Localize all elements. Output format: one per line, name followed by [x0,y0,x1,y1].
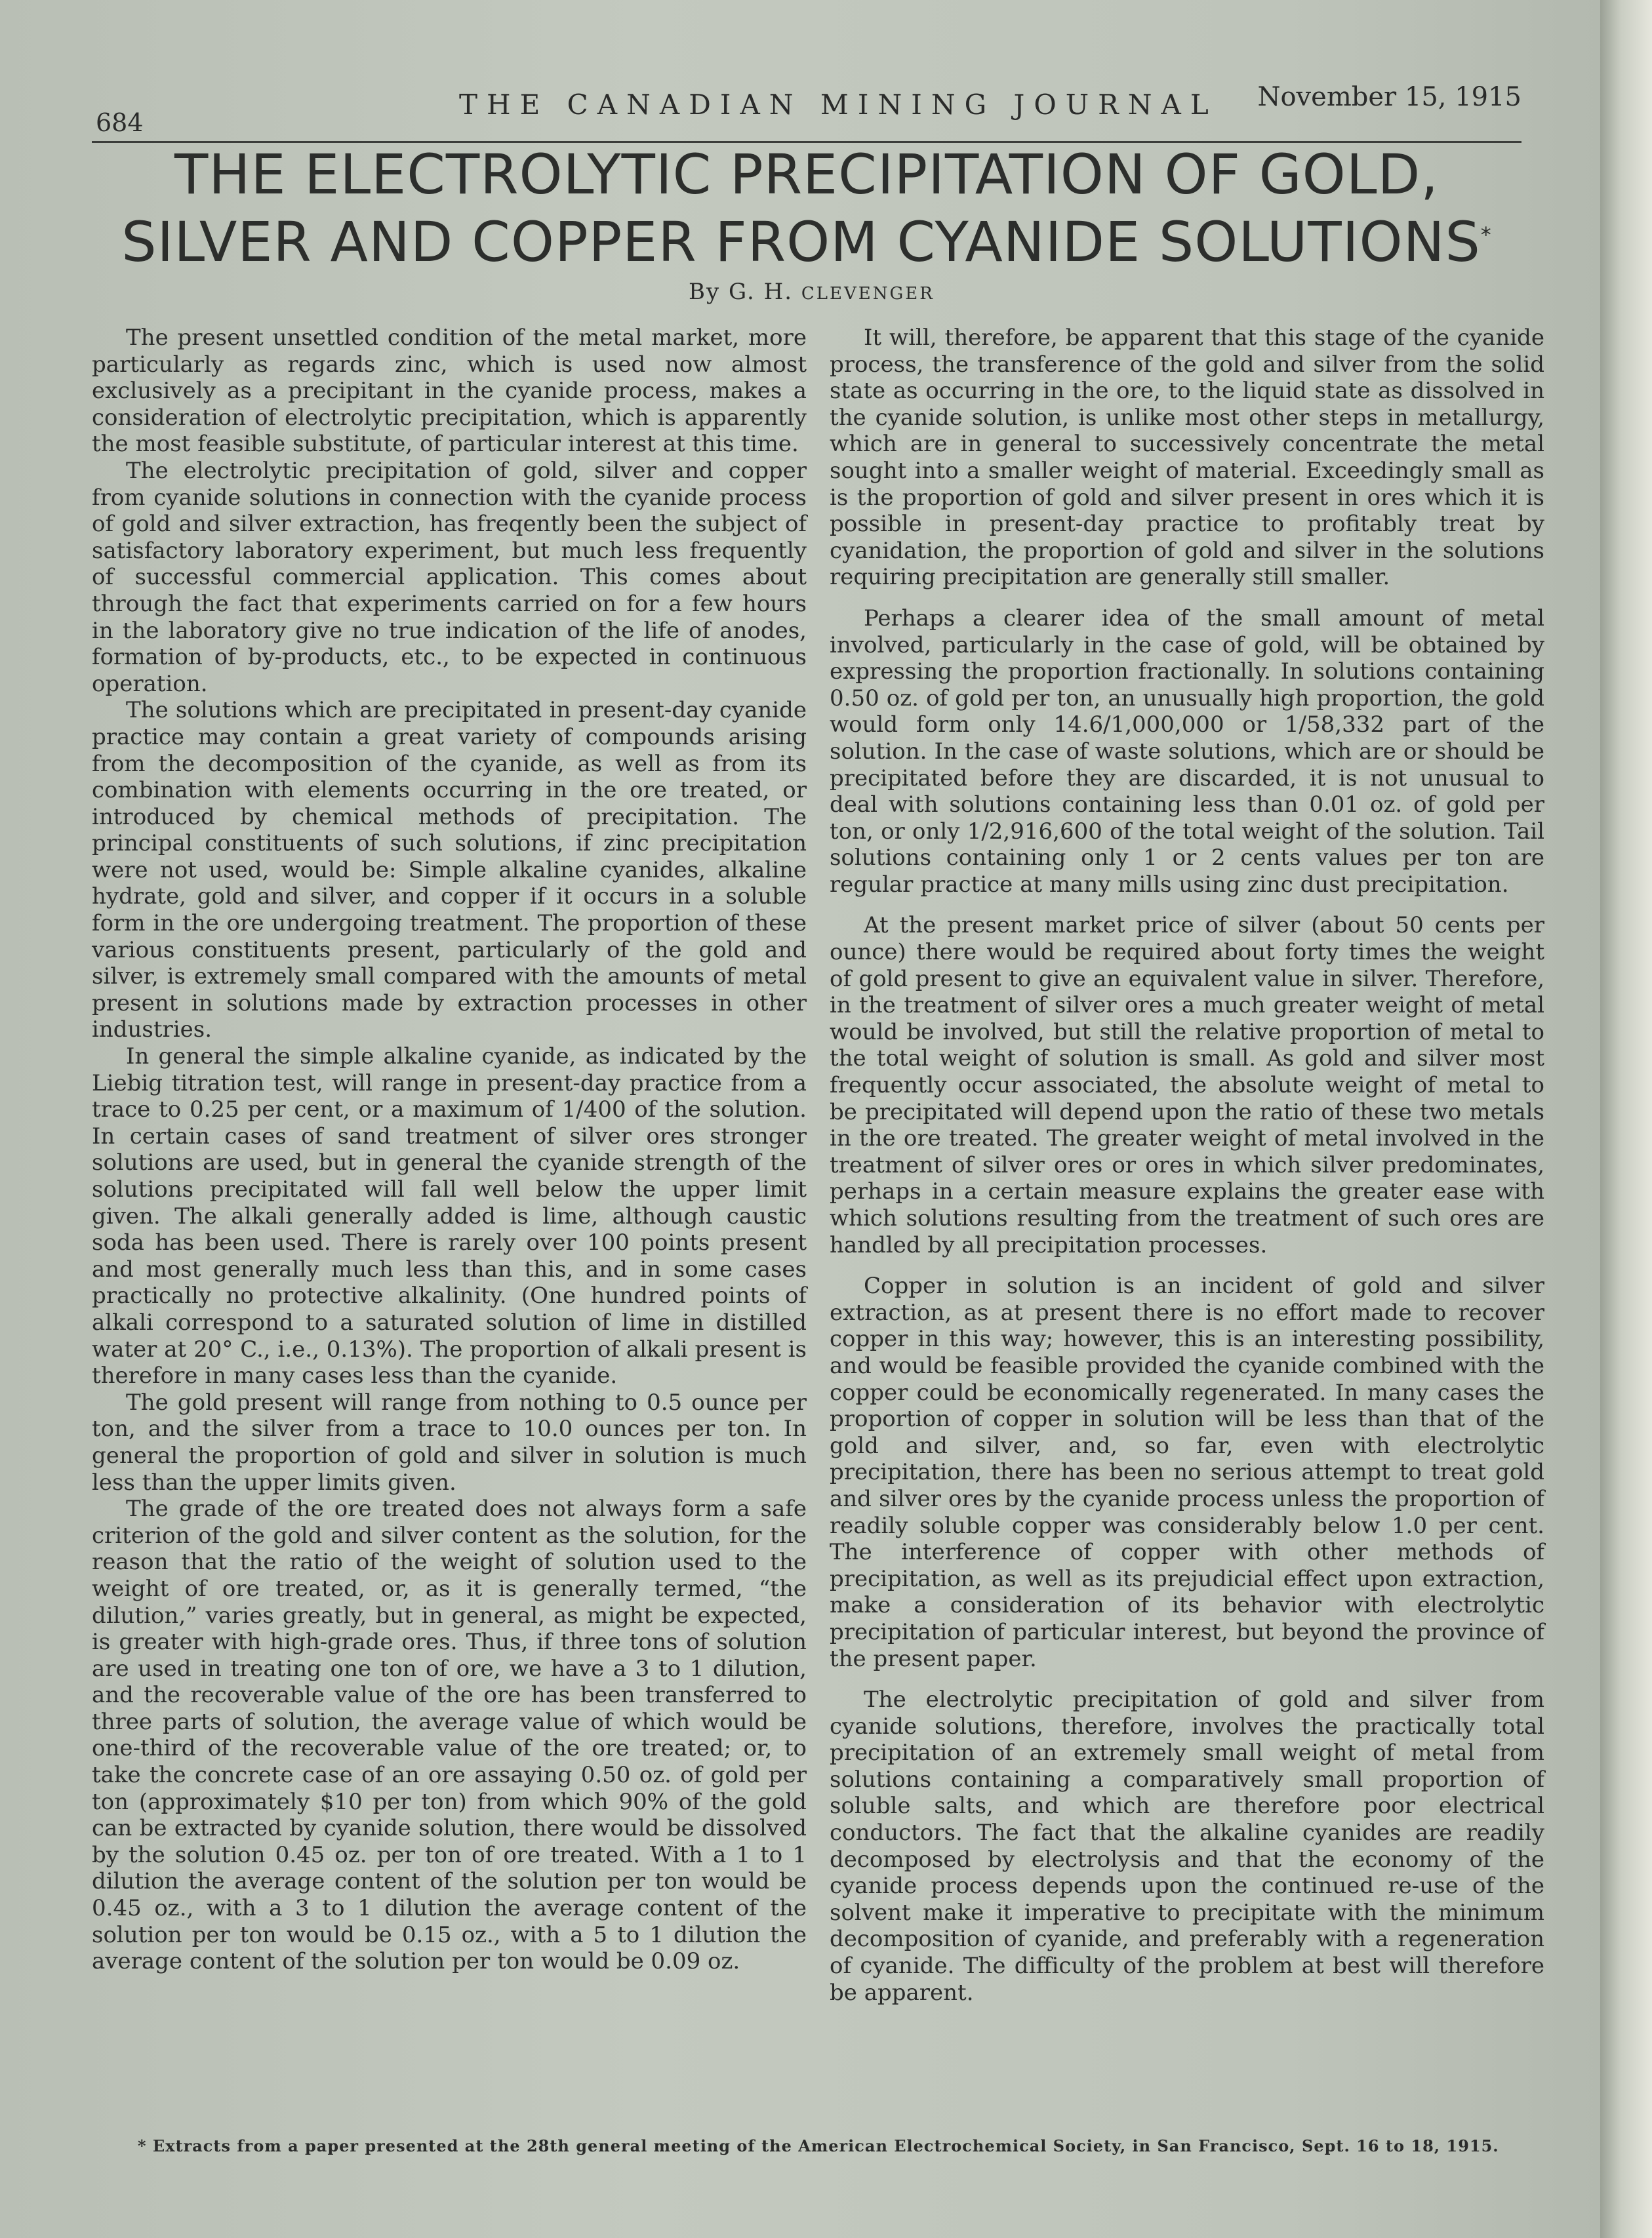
issue-date: November 15, 1915 [1257,82,1521,112]
paragraph: Perhaps a clearer idea of the small amount of metal involved, particularly in the case of gold, will be obtained by expressing the proportion fractionally. In solutions containing 0.50 oz. of gold per ton, an unusually high proportion, the gold would form only 14.6/1,000,000 or 1/58,332 part of the solution. In the case of waste solutions, which are or should be precipitated before they are discarded, it is not unusual to deal with solutions containing less than 0.01 oz. of gold per ton, or only 1/2,916,600 of the total weight of the solution. Tail solutions containing only 1 or 2 cents values per ton are regular practice at many mills using zinc dust precipitation. [830,605,1544,898]
article-title-text: THE ELECTROLYTIC PRECIPITATION OF GOLD, SILVER AND COPPER FROM CYANIDE SOLUTIONS [121,142,1481,274]
page-binding-edge [1600,0,1652,2238]
left-column [92,325,807,1975]
paragraph: It will, therefore, be apparent that this stage of the cyanide process, the transference of the gold and silver from the solid state as occurring in the ore, to the liquid state as dissolved in the cyanide solution, is unlike most other steps in metallurgy, which are in general to successively concentrate the metal sought into a smaller weight of material. Exceedingly small as is the proportion of gold and silver present in ores which it is possible in present-day practice to profitably treat by cyanidation, the proportion of gold and silver in the solutions requiring precipitation are generally still smaller. [830,325,1544,591]
paragraph: The gold present will range from nothing to 0.5 ounce per ton, and the silver from a trace to 10.0 ounces per ton. In general the proportion of gold and silver in solution is much less than the upper limits given. [92,1389,807,1496]
byline [689,279,935,305]
paragraph: The electrolytic precipitation of gold and silver from cyanide solutions, therefore, involves the practically total precipitation of an extremely small weight of metal from solutions containing a comparatively small proportion of soluble salts, and which are therefore poor electrical conductors. The fact that the alkaline cyanides are readily decomposed by electrolysis and that the economy of the cyanide process depends upon the continued re-use of the solvent make it imperative to precipitate with the minimum decomposition of cyanide, and preferably with a regeneration of cyanide. The difficulty of the problem at best will therefore be apparent. [830,1687,1544,2006]
paragraph: The solutions which are precipitated in present-day cyanide practice may contain a great variety of compounds arising from the decomposition of the cyanide, as well as from its combination with elements occurring in the ore treated, or introduced by chemical methods of precipitation. The principal constituents of such solutions, if zinc precipitation were not used, would be: Simple alkaline cyanides, alkaline hydrate, gold and silver, and copper if it occurs in a soluble form in the ore undergoing treatment. The proportion of these various constituents present, particularly of the gold and silver, is extremely small compared with the amounts of metal present in solutions made by extraction processes in other industries. [92,697,807,1043]
page-header [92,82,1521,143]
byline-prefix: By G. H. [689,279,794,305]
page-number: 684 [96,108,144,137]
right-column [830,325,1544,2020]
journal-name: THE CANADIAN MINING JOURNAL [459,89,1218,121]
author-name: CLEVENGER [801,284,935,304]
title-footnote-mark: * [1480,222,1492,247]
article-title [85,144,1528,272]
paragraph: The present unsettled condition of the metal market, more particularly as regards zinc, which is used now almost exclusively as a precipitant in the cyanide process, makes a consideration of electrolytic precipitation, which is apparently the most feasible substitute, of particular interest at this time. [92,325,807,458]
paragraph: The grade of the ore treated does not always form a safe criterion of the gold and silver content as the solution, for the reason that the ratio of the weight of solution used to the weight of ore treated, or, as it is generally termed, “the dilution,” varies greatly, but in general, as might be expected, is greater with high-grade ores. Thus, if three tons of solution are used in treating one ton of ore, we have a 3 to 1 dilution, and the recoverable value of the ore has been transferred to three parts of solution, the average value of which would be one-third of the recoverable value of the ore treated; or, to take the concrete case of an ore assaying 0.50 oz. of gold per ton (approximately $10 per ton) from which 90% of the gold can be extracted by cyanide solution, there would be dissolved by the solution 0.45 oz. per ton of ore treated. With a 1 to 1 dilution the average content of the solution per ton would be 0.45 oz., with a 3 to 1 dilution the average content of the solution per ton would be 0.15 oz., with a 5 to 1 dilution the average content of the solution per ton would be 0.09 oz. [92,1496,807,1975]
paragraph: Copper in solution is an incident of gold and silver extraction, as at present there is no effort made to recover copper in this way; however, this is an interesting possibility, and would be feasible provided the cyanide combined with the copper could be economically regenerated. In many cases the proportion of copper in solution will be less than that of the gold and silver, and, so far, even with electrolytic precipitation, there has been no serious attempt to treat gold and silver ores by the cyanide process unless the proportion of readily soluble copper was considerably below 1.0 per cent. The interference of copper with other methods of precipitation, as well as its prejudicial effect upon extraction, make a consideration of its behavior with electrolytic precipitation of particular interest, but beyond the province of the present paper. [830,1273,1544,1672]
paragraph: The electrolytic precipitation of gold, silver and copper from cyanide solutions in connection with the cyanide process of gold and silver extraction, has freqently been the subject of satisfactory laboratory experiment, but much less frequently of successful commercial application. This comes about through the fact that experiments carried on for a few hours in the laboratory give no true indication of the life of anodes, formation of by-products, etc., to be expected in continuous operation. [92,457,807,697]
paragraph: In general the simple alkaline cyanide, as indicated by the Liebig titration test, will range in present-day practice from a trace to 0.25 per cent, or a maximum of 1/400 of the solution. In certain cases of sand treatment of silver ores stronger solutions are used, but in general the cyanide strength of the solutions precipitated will fall well below the upper limit given. The alkali generally added is lime, although caustic soda has been used. There is rarely over 100 points present and most generally much less than this, and in some cases practically no protective alkalinity. (One hundred points of alkali correspond to a saturated solution of lime in distilled water at 20° C., i.e., 0.13%). The proportion of alkali present is therefore in many cases less than the cyanide. [92,1043,807,1389]
footnote: * Extracts from a paper presented at the 28th general meeting of the American Electrochemical Society, in San Francisco, Sept. 16 to 18, 1915. [138,2136,1499,2155]
paragraph: At the present market price of silver (about 50 cents per ounce) there would be required about forty times the weight of gold present to give an equivalent value in silver. Therefore, in the treatment of silver ores a much greater weight of metal would be involved, but still the relative proportion of metal to the total weight of solution is small. As gold and silver most frequently occur associated, the absolute weight of metal to be precipitated will depend upon the ratio of these two metals in the ore treated. The greater weight of metal involved in the treatment of silver ores or ores in which silver predominates, perhaps in a certain measure explains the greater ease with which solutions resulting from the treatment of such ores are handled by all precipitation processes. [830,912,1544,1258]
